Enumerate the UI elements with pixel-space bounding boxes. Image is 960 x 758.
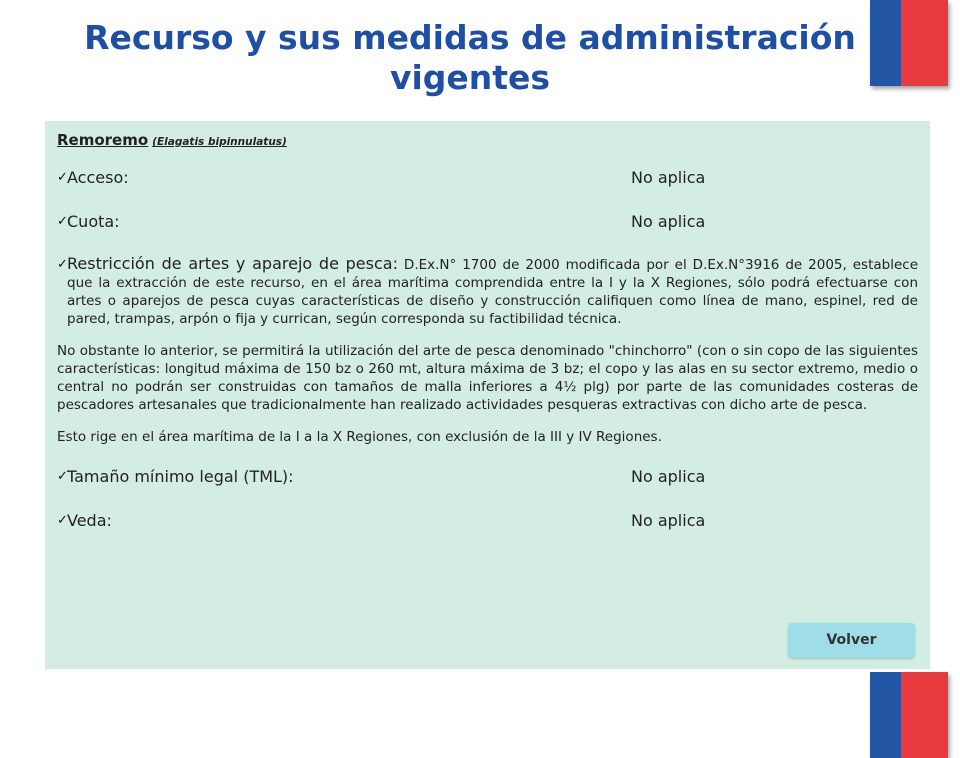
checkmark-icon: ✓ [57,257,68,272]
restriccion-label: Restricción de artes y aparejo de pesca: [67,254,398,273]
restriccion-text: D.Ex.N° 1700 de 2000 modificada por el D.Ex.N°3916 de 2005, establece que la extracción de este recurso, en el área marítima comprendida entre la I y la X Regiones, sólo podrá efectuarse con artes o aparejos de pesca cuyas características de diseño y construcción califiquen como línea de mano, espinel, red de pared, trampas, arpón o fija y currican, según corresponda su factibilidad técnica. [67,257,918,327]
panel-content [57,131,918,554]
volver-button[interactable]: Volver [788,623,915,658]
acceso-item [57,167,918,189]
flag-red-stripe [901,672,948,758]
flag-red-stripe [901,0,948,86]
cuota-value: No aplica [631,212,706,231]
flag-logo-top [870,0,948,86]
checkmark-icon: ✓ [57,214,68,229]
checkmark-icon: ✓ [57,170,68,185]
checkmark-icon: ✓ [57,469,68,484]
restriccion-paragraph [67,255,918,328]
resource-scientific-name: (Elagatis bipinnulatus) [152,136,287,148]
flag-blue-stripe [870,0,901,86]
resource-name: Remoremo [57,131,149,149]
veda-item [57,510,918,532]
tml-label: Tamaño mínimo legal (TML): [67,467,294,486]
tml-item [57,466,918,488]
acceso-label: Acceso: [67,168,129,187]
acceso-value: No aplica [631,168,706,187]
flag-blue-stripe [870,672,901,758]
restriccion-item [57,255,918,328]
veda-label: Veda: [67,511,112,530]
content-panel [45,121,930,669]
checkmark-icon: ✓ [57,513,68,528]
resource-heading [57,131,918,149]
restriccion-paragraph-2: No obstante lo anterior, se permitirá la utilización del arte de pesca denominado "chinchorro" (con o sin copo de las siguientes características: longitud máxima de 150 bz o 260 mt, altura máxima de 3 bz; el copo y las alas en su sector extremo, medio o central no podrán ser construidas con tamaños de malla inferiores a 4½ plg) por parte de las comunidades costeras de pescadores artesanales que tradicionalmente han realizado actividades pesqueras extractivas con dicho arte de pesca. [57,343,918,413]
tml-value: No aplica [631,467,706,486]
veda-value: No aplica [631,511,706,530]
restriccion-paragraph-3: Esto rige en el área marítima de la I a la X Regiones, con exclusión de la III y IV Regiones. [57,429,662,445]
cuota-label: Cuota: [67,212,120,231]
cuota-item [57,211,918,233]
slide-title: Recurso y sus medidas de administración vigentes [84,18,856,97]
flag-logo-bottom [870,672,948,758]
